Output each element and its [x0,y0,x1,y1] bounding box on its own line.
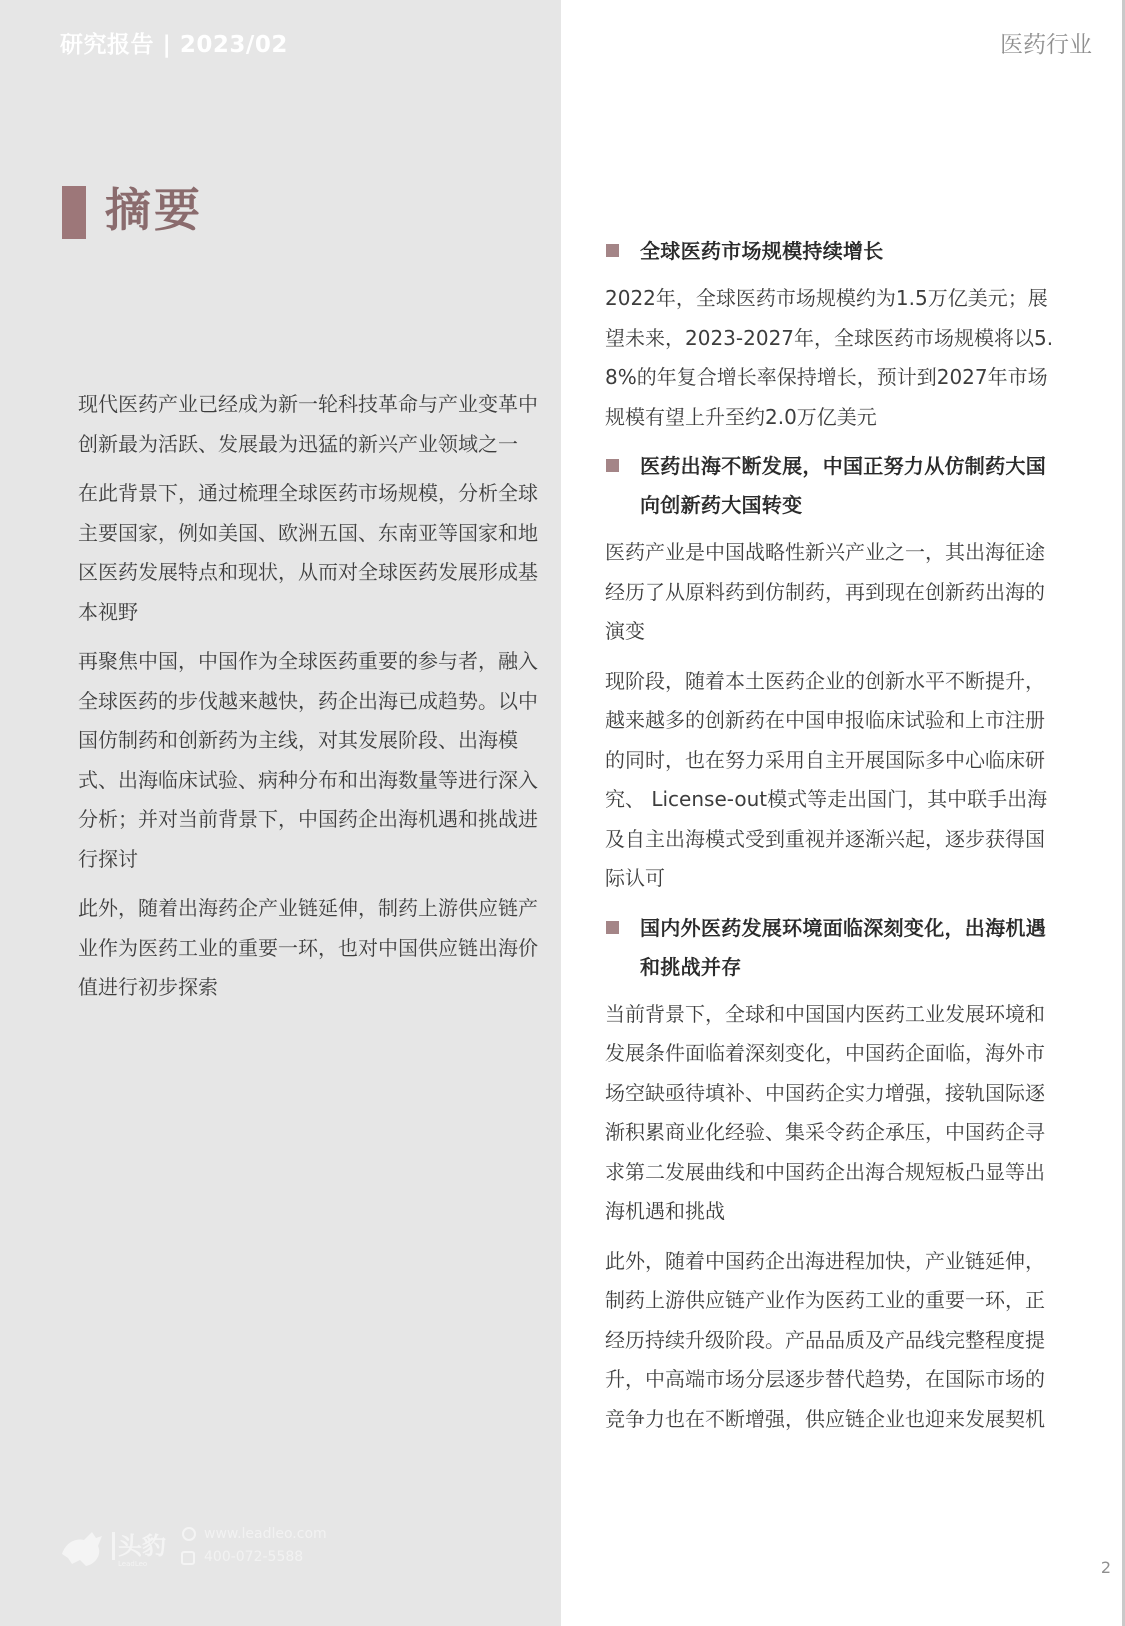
intro-paragraph: 在此背景下，通过梳理全球医药市场规模，分析全球主要国家，例如美国、欧洲五国、东南亚等国家和地区医药发展特点和现状，从而对全球医药发展形成基本视野 [78,481,538,624]
section-heading-text: 国内外医药发展环境面临深刻变化，出海机遇和挑战并存 [640,915,1046,979]
square-bullet-icon [606,921,619,934]
section-heading-text: 医药出海不断发展，中国正努力从仿制药大国向创新药大国转变 [640,454,1046,517]
square-bullet-icon [606,244,619,257]
key-findings [605,232,1055,1449]
section-paragraph: 2022年，全球医药市场规模约为1.5万亿美元；展望未来，2023-2027年，全球医药市场规模将以5.8%的年复合增长率保持增长，预计到2027年市场规模有望上升至约2.0万亿美元 [605,286,1054,429]
summary-intro [78,385,538,1018]
section-paragraph: 现阶段，随着本土医药企业的创新水平不断提升，越来越多的创新药在中国申报临床试验和上市注册的同时，也在努力采用自主开展国际多中心临床研究、 License-out模式等走出国门，其中联手出海及自主出海模式受到重视并逐渐兴起，逐步获得国际认可 [605,668,1048,890]
intro-paragraph: 现代医药产业已经成为新一轮科技革命与产业变革中创新最为活跃、发展最为迅猛的新兴产业领域之一 [78,392,538,456]
section-paragraph: 此外，随着中国药企出海进程加快，产业链延伸，制药上游供应链产业作为医药工业的重要一环，正经历持续升级阶段。产品品质及产品线完整程度提升，中高端市场分层逐步替代趋势，在国际市场的竞争力也在不断增强，供应链企业也迎来发展契机 [605,1248,1045,1431]
footer-website: www.leadleo.com [204,1526,327,1542]
section-heading-text: 全球医药市场规模持续增长 [640,239,884,263]
intro-paragraph: 此外，随着出海药企产业链延伸，制药上游供应链产业作为医药工业的重要一环，也对中国供应链出海价值进行初步探索 [78,896,538,999]
title-accent-bar [62,186,86,239]
section-heading [605,909,1055,987]
report-label: 研究报告 | 2023/02 [60,32,288,58]
intro-paragraph: 再聚焦中国，中国作为全球医药重要的参与者，融入全球医药的步伐越来越快，药企出海已成趋势。以中国仿制药和创新药为主线，对其发展阶段、出海模式、出海临床试验、病种分布和出海数量等进行深入分析；并对当前背景下，中国药企出海机遇和挑战进行探讨 [78,649,538,871]
square-bullet-icon [606,459,619,472]
page-number: 2 [1100,1558,1111,1577]
industry-label: 医药行业 [1000,32,1092,58]
section-paragraph: 当前背景下，全球和中国国内医药工业发展环境和发展条件面临着深刻变化，中国药企面临，海外市场空缺亟待填补、中国药企实力增强，接轨国际逐渐积累商业化经验、集采令药企承压，中国药企寻求第二发展曲线和中国药企出海合规短板凸显等出海机遇和挑战 [605,1001,1045,1223]
footer-phone: 400-072-5588 [204,1549,304,1565]
page-title: 摘要 [105,183,203,237]
svg-text:头豹: 头豹 [118,1532,166,1560]
section-heading [605,447,1055,525]
section-paragraph: 医药产业是中国战略性新兴产业之一，其出海征途经历了从原料药到仿制药，再到现在创新药出海的演变 [605,540,1045,643]
section-heading [605,232,1055,271]
svg-text:LeadLeo: LeadLeo [118,1560,148,1568]
